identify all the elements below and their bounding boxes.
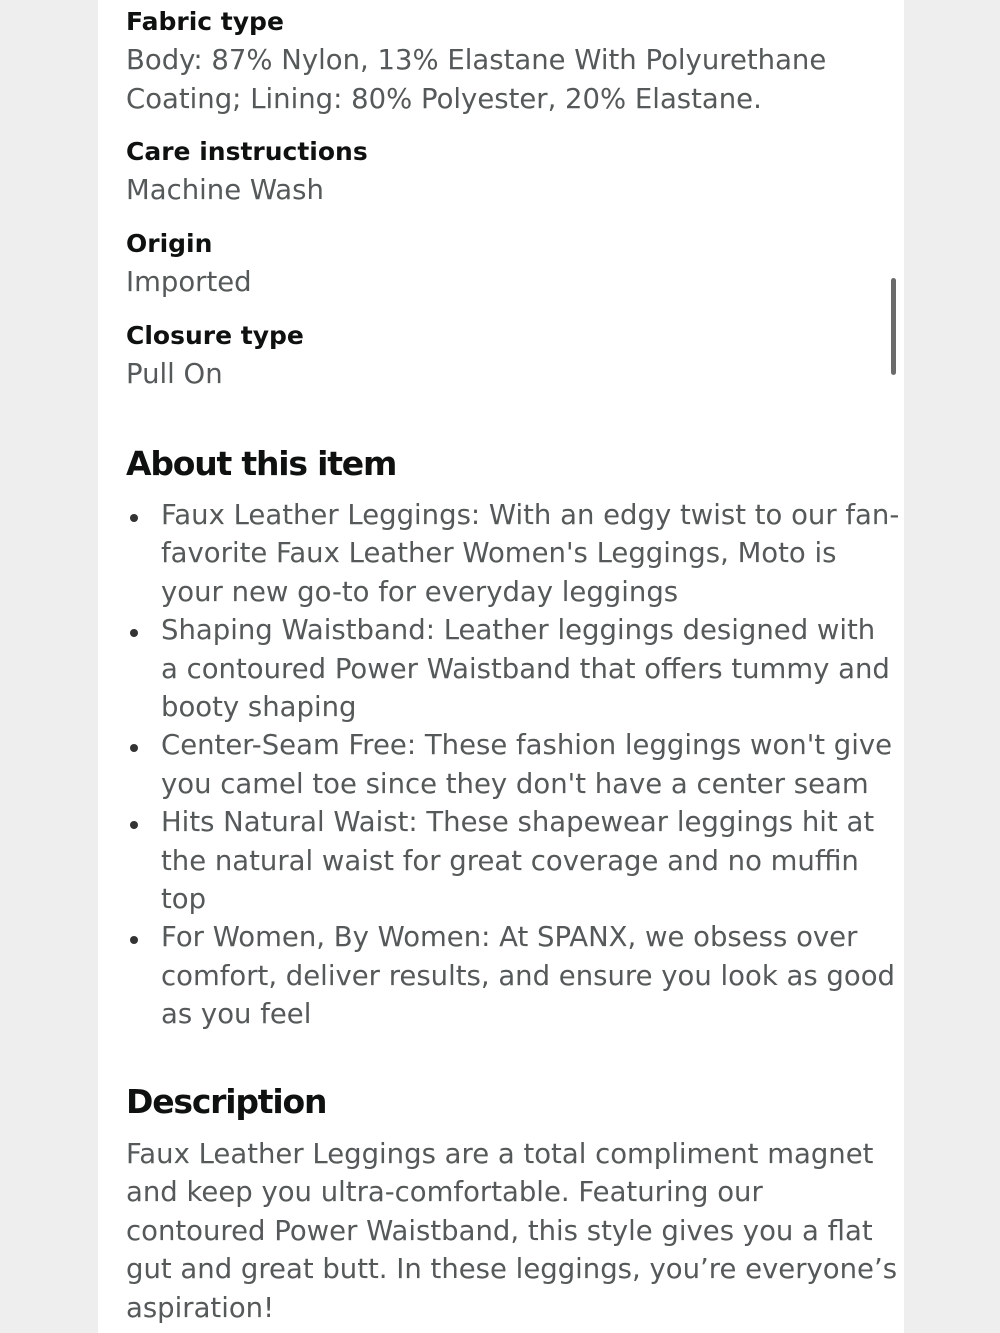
detail-value: Body: 87% Nylon, 13% Elastane With Polyurethane [126, 44, 827, 76]
detail-care-instructions [126, 133, 368, 210]
bullet-icon [130, 514, 138, 522]
list-item [126, 918, 895, 1033]
bullet-icon [130, 744, 138, 752]
description-line: gut and great butt. In these leggings, you’re everyone’s [126, 1253, 898, 1286]
bullet-text: favorite Faux Leather Women's Leggings, Moto is [161, 537, 837, 570]
detail-label: Fabric type [126, 7, 284, 36]
about-bullet-list [126, 496, 900, 1034]
bullet-icon [130, 629, 138, 637]
bullet-text: you camel toe since they don't have a center seam [161, 767, 869, 800]
description-line: Faux Leather Leggings are a total compliment magnet [126, 1138, 874, 1170]
bullet-text: booty shaping [161, 691, 357, 724]
detail-fabric-type [126, 3, 826, 118]
bullet-text: For Women, By Women: At SPANX, we obsess over [161, 921, 858, 954]
bullet-text: a contoured Power Waistband that offers tummy and [161, 652, 890, 685]
bullet-text: the natural waist for great coverage and no muffin [161, 844, 859, 877]
detail-origin [126, 225, 252, 302]
detail-label: Origin [126, 229, 213, 258]
bullet-text: comfort, deliver results, and ensure you look as good [161, 959, 895, 992]
bullet-text: as you feel [161, 998, 312, 1031]
list-item [126, 496, 900, 611]
detail-closure-type [126, 317, 304, 394]
list-item [126, 726, 893, 803]
bullet-icon [130, 821, 138, 829]
description-line: and keep you ultra-comfortable. Featuring our [126, 1176, 763, 1209]
description-line: aspiration! [126, 1291, 275, 1324]
list-item [126, 611, 890, 726]
bullet-text: top [161, 883, 207, 916]
bullet-text: your new go-to for everyday leggings [161, 575, 679, 608]
bullet-text: Hits Natural Waist: These shapewear leggings hit at [161, 806, 875, 839]
description-title: Description [126, 1082, 327, 1121]
description-body [126, 1135, 897, 1327]
detail-label: Care instructions [126, 137, 368, 166]
scrollbar-thumb[interactable] [891, 278, 896, 375]
detail-value: Pull On [126, 358, 223, 390]
detail-value: Machine Wash [126, 174, 324, 206]
about-title: About this item [126, 444, 397, 483]
description-line: contoured Power Waistband, this style gives you a flat [126, 1214, 873, 1247]
bullet-text: Center-Seam Free: These fashion leggings won't give [161, 729, 893, 762]
detail-value: Imported [126, 266, 252, 298]
detail-value: Coating; Lining: 80% Polyester, 20% Elastane. [126, 82, 762, 115]
bullet-icon [130, 936, 138, 944]
bullet-text: Faux Leather Leggings: With an edgy twist to our fan- [161, 499, 900, 531]
detail-label: Closure type [126, 321, 304, 350]
bullet-text: Shaping Waistband: Leather leggings designed with [161, 614, 876, 647]
list-item [126, 803, 886, 918]
